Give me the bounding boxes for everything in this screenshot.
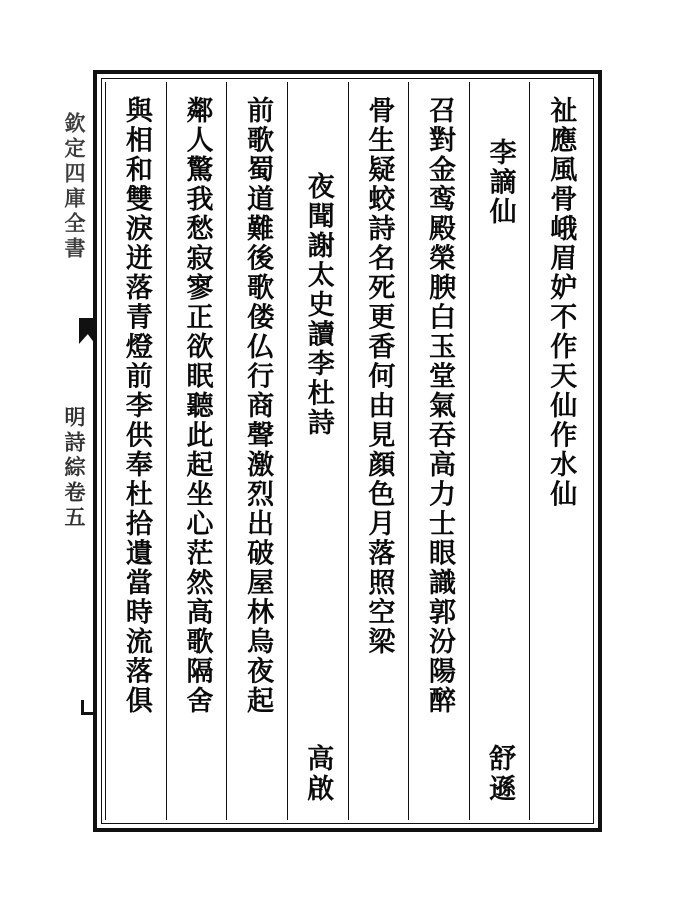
page-border [93, 70, 602, 832]
verse-line: 召對金鸾殿榮腴白玉堂氣吞高力士眼識郭汾陽醉 [423, 96, 455, 716]
verse-line: 祉應風骨峨眉妒不作天仙作水仙 [545, 96, 577, 509]
verse-line: 鄰人驚我愁寂寥正欲眠聽此起坐心茫然高歌隔舍 [181, 96, 213, 716]
poem-author-wrap [470, 744, 530, 804]
poem-title: 李謫仙 [484, 138, 516, 227]
spine-bottom-label: 明詩綜卷五 [62, 406, 87, 531]
text-column-8 [105, 82, 166, 820]
text-column-5 [287, 82, 348, 820]
verse-line: 與相和雙淚迸落青燈前李供奉杜拾遺當時流落俱 [120, 96, 152, 716]
text-column-1 [529, 82, 590, 820]
text-column-6 [226, 82, 287, 820]
text-column-7 [166, 82, 227, 820]
text-columns [105, 82, 590, 820]
page-spine-margin [55, 86, 95, 786]
page-inner-border [101, 78, 594, 824]
poem-author-wrap [288, 744, 348, 804]
spine-top-label: 欽定四庫全書 [62, 112, 87, 262]
text-column-3 [408, 82, 469, 820]
poem-title: 夜聞謝太史讀李杜詩 [302, 172, 334, 438]
verse-line: 骨生疑蛟詩名死更香何由見顔色月落照空梁 [363, 96, 395, 657]
poem-author: 舒遜 [484, 744, 516, 804]
text-column-2 [469, 82, 530, 820]
verse-line: 前歌蜀道難後歌偻仏行商聲激烈出破屋林烏夜起 [242, 96, 274, 716]
text-column-4 [348, 82, 409, 820]
poem-author: 高啟 [302, 744, 334, 804]
